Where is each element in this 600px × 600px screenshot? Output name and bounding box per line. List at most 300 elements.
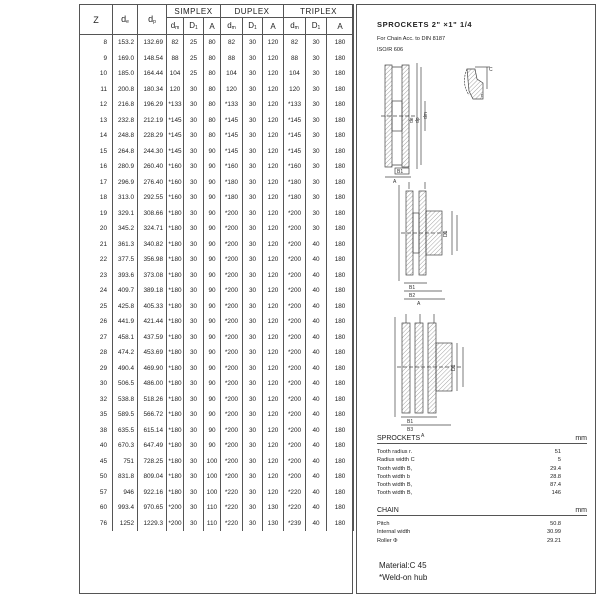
sprocket-drawings [357, 5, 597, 445]
table-cell: 80 [204, 128, 221, 144]
table-row [80, 516, 354, 532]
table-cell: 30 [243, 376, 263, 392]
table-cell: *200 [284, 299, 306, 315]
table-row [80, 438, 354, 454]
spec-value: 51 [554, 449, 561, 455]
col-header-d1: $D_1$ [306, 18, 327, 35]
table-cell: 296.9 [113, 175, 138, 191]
table-cell: 313.0 [113, 190, 138, 206]
weld-note: *Weld-on hub [379, 573, 428, 582]
table-cell: 45 [80, 454, 113, 470]
table-cell: 80 [204, 66, 221, 82]
table-cell: 180 [327, 500, 354, 516]
table-row [80, 454, 354, 470]
table-cell: 120 [263, 392, 284, 408]
spec-value: 50.8 [550, 521, 561, 527]
table-cell: 120 [263, 144, 284, 160]
table-cell: 40 [306, 454, 327, 470]
table-cell: 15 [80, 144, 113, 160]
table-cell: 30 [184, 221, 204, 237]
table-cell: 180 [327, 361, 354, 377]
table-cell: 120 [263, 51, 284, 67]
table-cell: 30 [243, 299, 263, 315]
table-cell: *200 [284, 454, 306, 470]
table-cell: 90 [204, 159, 221, 175]
table-cell: *200 [221, 454, 243, 470]
table-cell: 30 [184, 345, 204, 361]
table-cell: 90 [204, 345, 221, 361]
table-row [80, 113, 354, 129]
table-cell: 180 [327, 392, 354, 408]
spec-label: Tooth width B, [377, 482, 413, 489]
table-cell: 180 [327, 113, 354, 129]
table-cell: 30 [243, 438, 263, 454]
table-cell: 30 [184, 469, 204, 485]
table-cell: 20 [80, 221, 113, 237]
table-cell: 153.2 [113, 35, 138, 51]
table-cell: 19 [80, 206, 113, 222]
table-cell: 18 [80, 190, 113, 206]
table-cell: 40 [306, 407, 327, 423]
table-row [80, 330, 354, 346]
table-cell: 30 [243, 97, 263, 113]
table-cell: 538.8 [113, 392, 138, 408]
table-cell: 1229.3 [138, 516, 167, 532]
table-cell: 329.1 [113, 206, 138, 222]
table-cell: 80 [204, 51, 221, 67]
col-header-dp: $d_p$ [138, 5, 167, 35]
table-cell: *160 [284, 159, 306, 175]
table-cell: *180 [167, 330, 184, 346]
table-cell: 180 [327, 345, 354, 361]
table-cell: 30 [184, 392, 204, 408]
table-cell: 180 [327, 299, 354, 315]
table-cell: *133 [221, 97, 243, 113]
table-cell: 22 [80, 252, 113, 268]
table-cell: 308.66 [138, 206, 167, 222]
table-cell: 30 [243, 469, 263, 485]
table-cell: 40 [306, 485, 327, 501]
table-cell: 180 [327, 221, 354, 237]
table-cell: 120 [263, 97, 284, 113]
table-cell: 120 [221, 82, 243, 98]
table-cell: 589.5 [113, 407, 138, 423]
table-cell: 30 [184, 159, 204, 175]
col-group-simplex: SIMPLEX [167, 5, 221, 18]
table-cell: 90 [204, 268, 221, 284]
chain-spec-block [377, 507, 587, 546]
table-cell: 180 [327, 237, 354, 253]
sprockets-spec-block [377, 435, 587, 499]
table-cell: 120 [263, 299, 284, 315]
table-cell: 180 [327, 144, 354, 160]
table-cell: 88 [221, 51, 243, 67]
col-header-a: A [327, 18, 354, 35]
table-cell: 120 [263, 35, 284, 51]
table-cell: *200 [284, 376, 306, 392]
spec-label: Radius width C [377, 457, 415, 464]
table-row [80, 128, 354, 144]
table-cell: 200.8 [113, 82, 138, 98]
table-cell: 104 [221, 66, 243, 82]
table-cell: 751 [113, 454, 138, 470]
table-cell: 180 [327, 283, 354, 299]
table-cell: 30 [184, 516, 204, 532]
table-cell: 40 [306, 361, 327, 377]
spec-row [377, 482, 587, 490]
table-cell: 324.71 [138, 221, 167, 237]
table-cell: 185.0 [113, 66, 138, 82]
table-cell: 30 [243, 175, 263, 191]
table-cell: 30 [243, 221, 263, 237]
table-cell: 458.1 [113, 330, 138, 346]
table-cell: 361.3 [113, 237, 138, 253]
label-a: A [393, 179, 397, 185]
table-cell: 90 [204, 144, 221, 160]
spec-label: Tooth radius r. [377, 449, 413, 455]
col-header-a: A [263, 18, 284, 35]
table-cell: 90 [204, 314, 221, 330]
table-row [80, 376, 354, 392]
table-cell: 30 [306, 113, 327, 129]
table-cell: 506.5 [113, 376, 138, 392]
table-cell: *200 [221, 330, 243, 346]
table-cell: *200 [284, 423, 306, 439]
label-a-duplex: A [417, 301, 421, 307]
label-b2: B2 [409, 293, 416, 299]
table-cell: 32 [80, 392, 113, 408]
table-cell: *200 [284, 469, 306, 485]
table-cell: 276.40 [138, 175, 167, 191]
table-cell: 25 [184, 51, 204, 67]
table-cell: 27 [80, 330, 113, 346]
table-cell: 264.8 [113, 144, 138, 160]
table-cell: 80 [204, 82, 221, 98]
table-cell: 82 [221, 35, 243, 51]
table-cell: *180 [167, 407, 184, 423]
table-cell: 14 [80, 128, 113, 144]
table-row [80, 97, 354, 113]
table-cell: *200 [221, 376, 243, 392]
table-cell: 60 [80, 500, 113, 516]
table-cell: 24 [80, 283, 113, 299]
table-cell: 40 [80, 438, 113, 454]
spec-row [377, 538, 587, 546]
table-cell: *200 [284, 268, 306, 284]
table-cell: 50 [80, 469, 113, 485]
table-cell: 566.72 [138, 407, 167, 423]
table-cell: 421.44 [138, 314, 167, 330]
table-cell: 728.25 [138, 454, 167, 470]
table-cell: 82 [284, 35, 306, 51]
table-cell: 120 [263, 407, 284, 423]
table-cell: 30 [243, 237, 263, 253]
table-cell: 30 [306, 221, 327, 237]
spec-label: Pitch [377, 521, 390, 527]
table-cell: 356.98 [138, 252, 167, 268]
table-cell: *180 [167, 438, 184, 454]
label-b1: B1 [397, 169, 404, 175]
chain-standard: For Chain Acc. to DIN 8187 [377, 36, 446, 42]
table-cell: *145 [284, 128, 306, 144]
table-cell: 90 [204, 299, 221, 315]
table-cell: 486.00 [138, 376, 167, 392]
table-row [80, 175, 354, 191]
table-cell: 260.40 [138, 159, 167, 175]
table-cell: 30 [243, 423, 263, 439]
table-cell: 292.55 [138, 190, 167, 206]
table-cell: *200 [221, 407, 243, 423]
table-cell: 180 [327, 469, 354, 485]
table-cell: 120 [263, 128, 284, 144]
table-cell: 28 [80, 345, 113, 361]
spec-value: 5 [557, 457, 561, 464]
label-r: r [481, 93, 483, 99]
table-cell: 120 [263, 438, 284, 454]
table-cell: 120 [263, 314, 284, 330]
table-cell: 25 [184, 35, 204, 51]
table-cell: 30 [80, 376, 113, 392]
table-cell: 40 [306, 423, 327, 439]
table-cell: 180 [327, 314, 354, 330]
table-cell: 30 [306, 175, 327, 191]
table-cell: *200 [221, 299, 243, 315]
table-cell: 180 [327, 51, 354, 67]
table-cell: *145 [167, 128, 184, 144]
table-cell: *239 [284, 516, 306, 532]
table-cell: 164.44 [138, 66, 167, 82]
table-cell: *200 [221, 252, 243, 268]
table-cell: 120 [263, 361, 284, 377]
table-cell: 120 [167, 82, 184, 98]
label-dp: dp [415, 117, 421, 123]
table-cell: 90 [204, 237, 221, 253]
table-cell: 635.5 [113, 423, 138, 439]
table-cell: 30 [184, 314, 204, 330]
table-cell: 180 [327, 252, 354, 268]
table-cell: 180 [327, 175, 354, 191]
table-cell: 100 [204, 469, 221, 485]
table-cell: 148.54 [138, 51, 167, 67]
table-cell: *133 [284, 97, 306, 113]
table-row [80, 35, 354, 51]
table-cell: 30 [243, 500, 263, 516]
table-cell: 30 [184, 206, 204, 222]
table-cell: *180 [167, 314, 184, 330]
col-group-duplex: DUPLEX [221, 5, 284, 18]
col-header-dm: $d_m$ [221, 18, 243, 35]
spec-row [377, 529, 587, 537]
table-cell: 132.69 [138, 35, 167, 51]
spec-value: 29.4 [550, 465, 561, 472]
table-cell: *180 [167, 283, 184, 299]
table-cell: *200 [221, 221, 243, 237]
table-cell: 169.0 [113, 51, 138, 67]
label-a-triplex: A [421, 433, 425, 439]
table-cell: 469.90 [138, 361, 167, 377]
table-cell: 30 [306, 97, 327, 113]
table-cell: *200 [284, 345, 306, 361]
col-header-z: Z [80, 5, 113, 35]
table-cell: 90 [204, 252, 221, 268]
table-cell: 30 [184, 252, 204, 268]
table-cell: 518.26 [138, 392, 167, 408]
table-cell: *200 [167, 516, 184, 532]
table-cell: 180 [327, 516, 354, 532]
spec-row [377, 466, 587, 474]
table-cell: 946 [113, 485, 138, 501]
table-cell: 40 [306, 314, 327, 330]
table-cell: *220 [284, 500, 306, 516]
table-cell: 40 [306, 392, 327, 408]
table-cell: *200 [284, 407, 306, 423]
table-cell: 120 [263, 454, 284, 470]
table-row [80, 252, 354, 268]
table-cell: 377.5 [113, 252, 138, 268]
col-header-a: A [204, 18, 221, 35]
table-cell: *145 [284, 113, 306, 129]
table-cell: 130 [263, 516, 284, 532]
table-cell: 30 [184, 97, 204, 113]
table-cell: 30 [184, 128, 204, 144]
sprockets-header: SPROCKETS [377, 435, 421, 442]
spec-value: 28.8 [550, 473, 561, 480]
chain-header: CHAIN [377, 507, 399, 514]
table-row [80, 190, 354, 206]
table-cell: 40 [306, 469, 327, 485]
table-cell: 90 [204, 175, 221, 191]
table-cell: *180 [167, 361, 184, 377]
table-cell: 25 [184, 66, 204, 82]
table-cell: 30 [184, 283, 204, 299]
table-body [80, 35, 354, 532]
col-header-dm: $d_m$ [167, 18, 184, 35]
table-cell: 30 [243, 454, 263, 470]
table-cell: *200 [221, 206, 243, 222]
table-cell: 340.82 [138, 237, 167, 253]
table-cell: 196.29 [138, 97, 167, 113]
table-cell: *145 [221, 128, 243, 144]
table-cell: 180 [327, 128, 354, 144]
table-cell: 120 [263, 469, 284, 485]
table-cell: *200 [221, 392, 243, 408]
table-cell: *200 [284, 361, 306, 377]
table-cell: 248.8 [113, 128, 138, 144]
table-cell: *200 [284, 206, 306, 222]
chain-unit: mm [575, 507, 587, 514]
table-cell: *200 [284, 221, 306, 237]
spec-label: Internal width [377, 529, 411, 536]
table-row [80, 345, 354, 361]
spec-value: 87.4 [550, 482, 561, 489]
iso-standard: ISO/R 606 [377, 47, 404, 53]
table-cell: *220 [221, 500, 243, 516]
col-header-d1: $D_1$ [243, 18, 263, 35]
table-cell: 120 [263, 159, 284, 175]
table-cell: 409.7 [113, 283, 138, 299]
label-d1: D1 [443, 230, 449, 237]
table-cell: 13 [80, 113, 113, 129]
table-cell: 26 [80, 314, 113, 330]
table-cell: *160 [221, 159, 243, 175]
table-cell: 30 [243, 113, 263, 129]
table-cell: 9 [80, 51, 113, 67]
label-c: C [489, 67, 493, 73]
table-cell: 30 [243, 314, 263, 330]
table-cell: 30 [184, 376, 204, 392]
table-cell: 90 [204, 221, 221, 237]
table-row [80, 392, 354, 408]
table-row [80, 361, 354, 377]
spec-label: Tooth width B, [377, 465, 413, 472]
table-cell: 437.59 [138, 330, 167, 346]
table-cell: 490.4 [113, 361, 138, 377]
table-cell: 57 [80, 485, 113, 501]
table-cell: 30 [184, 82, 204, 98]
table-cell: 393.6 [113, 268, 138, 284]
table-cell: 30 [184, 500, 204, 516]
table-cell: 425.8 [113, 299, 138, 315]
table-cell: *180 [167, 376, 184, 392]
table-cell: 180 [327, 407, 354, 423]
table-cell: 212.19 [138, 113, 167, 129]
table-cell: 180 [327, 330, 354, 346]
table-cell: *200 [284, 438, 306, 454]
table-cell: *220 [221, 485, 243, 501]
table-cell: 120 [263, 485, 284, 501]
table-cell: 30 [243, 51, 263, 67]
duplex-sprocket-drawing [399, 182, 457, 299]
table-row [80, 82, 354, 98]
table-cell: *145 [167, 144, 184, 160]
col-header-dm: $d_m$ [284, 18, 306, 35]
table-row [80, 500, 354, 516]
table-cell: *220 [284, 485, 306, 501]
spec-label: Roller Φ [377, 537, 398, 544]
table-cell: 30 [243, 330, 263, 346]
table-cell: 17 [80, 175, 113, 191]
table-cell: 80 [204, 97, 221, 113]
table-cell: 180 [327, 66, 354, 82]
simplex-sprocket-drawing [381, 63, 490, 177]
table-cell: 12 [80, 97, 113, 113]
table-cell: *200 [221, 283, 243, 299]
table-cell: *200 [221, 469, 243, 485]
spec-label: Tooth width B, [377, 490, 413, 497]
table-cell: 30 [184, 454, 204, 470]
table-cell: 180 [327, 97, 354, 113]
table-cell: *180 [167, 206, 184, 222]
table-cell: 100 [204, 485, 221, 501]
table-cell: 35 [80, 407, 113, 423]
table-cell: 30 [184, 175, 204, 191]
table-cell: 30 [243, 268, 263, 284]
table-cell: 228.29 [138, 128, 167, 144]
table-cell: 88 [284, 51, 306, 67]
table-cell: *200 [284, 330, 306, 346]
table-row [80, 237, 354, 253]
table-cell: *180 [221, 175, 243, 191]
table-cell: 405.33 [138, 299, 167, 315]
table-cell: 90 [204, 438, 221, 454]
table-cell: 90 [204, 423, 221, 439]
table-cell: 120 [263, 423, 284, 439]
table-cell: 30 [243, 190, 263, 206]
table-row [80, 283, 354, 299]
table-cell: 88 [167, 51, 184, 67]
table-cell: 10 [80, 66, 113, 82]
table-cell: 30 [243, 345, 263, 361]
